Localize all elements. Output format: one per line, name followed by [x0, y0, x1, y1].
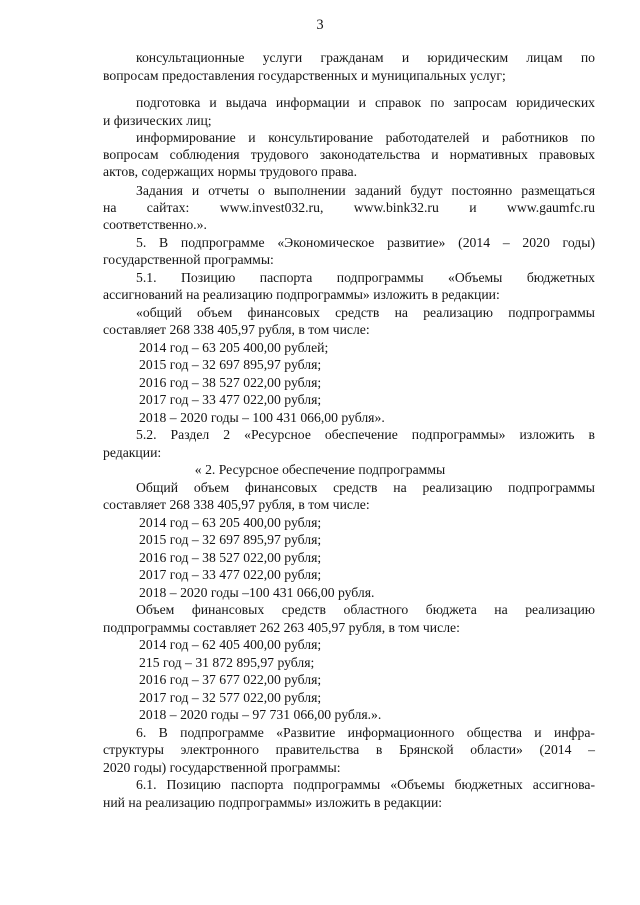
text-line: Объем финансовых средств областного бюджета на реализацию — [136, 602, 595, 617]
text-line: консультационные услуги гражданам и юридическим лицам по — [136, 50, 595, 65]
text-line: информирование и консультирование работодателей и работников по — [136, 130, 595, 145]
text-line: 5.1. Позицию паспорта подпрограммы «Объемы бюджетных — [136, 270, 595, 285]
list-item: 2016 год – 37 677 022,00 рубля; — [139, 672, 322, 687]
text-line: соответственно.». — [103, 217, 207, 232]
text-line: ассигнований на реализацию подпрограммы» изложить в редакции: — [103, 287, 500, 302]
text-line: Задания и отчеты о выполнении заданий будут постоянно размещаться — [136, 183, 595, 198]
list-item: 2018 – 2020 годы – 97 731 066,00 рубля.». — [139, 707, 382, 722]
text-line: вопросам соблюдения трудового законодательства и нормативных правовых — [103, 147, 595, 162]
list-item: 2014 год – 63 205 400,00 рубля; — [139, 515, 322, 530]
text-line: Общий объем финансовых средств на реализацию подпрограммы — [136, 480, 595, 495]
text-line: государственной программы: — [103, 252, 274, 267]
text-line: 5.2. Раздел 2 «Ресурсное обеспечение подпрограммы» изложить в — [136, 427, 595, 442]
text-line: подпрограммы составляет 262 263 405,97 рубля, в том числе: — [103, 620, 460, 635]
list-item: 2017 год – 32 577 022,00 рубля; — [139, 690, 322, 705]
list-item: 2017 год – 33 477 022,00 рубля; — [139, 567, 322, 582]
list-item: 2014 год – 62 405 400,00 рубля; — [139, 637, 322, 652]
text-line: 6. В подпрограмме «Развитие информационного общества и инфра- — [136, 725, 595, 740]
text-line: редакции: — [103, 445, 162, 460]
list-item: 2016 год – 38 527 022,00 рубля; — [139, 550, 322, 565]
text-line: на сайтах: www.invest032.ru, www.bink32.ru и www.gaumfc.ru — [103, 200, 595, 215]
text-line: 2020 годы) государственной программы: — [103, 760, 341, 775]
text-line: 6.1. Позицию паспорта подпрограммы «Объемы бюджетных ассигнова- — [136, 777, 595, 792]
text-line: подготовка и выдача информации и справок по запросам юридических — [136, 95, 595, 110]
list-item: 2015 год – 32 697 895,97 рубля; — [139, 357, 322, 372]
list-item: 2015 год – 32 697 895,97 рубля; — [139, 532, 322, 547]
text-line: составляет 268 338 405,97 рубля, в том числе: — [103, 322, 370, 337]
page-number: 3 — [316, 17, 324, 33]
list-item: 2014 год – 63 205 400,00 рублей; — [139, 340, 329, 355]
text-line: структуры электронного правительства в Брянской области» (2014 – — [103, 742, 595, 757]
list-item: 215 год – 31 872 895,97 рубля; — [139, 655, 315, 670]
text-line: и физических лиц; — [103, 113, 212, 128]
text-line: составляет 268 338 405,97 рубля, в том числе: — [103, 497, 370, 512]
list-item: 2018 – 2020 годы – 100 431 066,00 рубля». — [139, 410, 385, 425]
text-line: «общий объем финансовых средств на реализацию подпрограммы — [136, 305, 595, 320]
list-item: 2018 – 2020 годы –100 431 066,00 рубля. — [139, 585, 375, 600]
text-line: ний на реализацию подпрограммы» изложить в редакции: — [103, 795, 443, 810]
section-heading: « 2. Ресурсное обеспечение подпрограммы — [194, 462, 446, 477]
list-item: 2017 год – 33 477 022,00 рубля; — [139, 392, 322, 407]
text-line: вопросам предоставления государственных и муниципальных услуг; — [103, 68, 506, 83]
text-line: 5. В подпрограмме «Экономическое развитие» (2014 – 2020 годы) — [136, 235, 595, 250]
text-line: актов, содержащих нормы трудового права. — [103, 164, 358, 179]
list-item: 2016 год – 38 527 022,00 рубля; — [139, 375, 322, 390]
